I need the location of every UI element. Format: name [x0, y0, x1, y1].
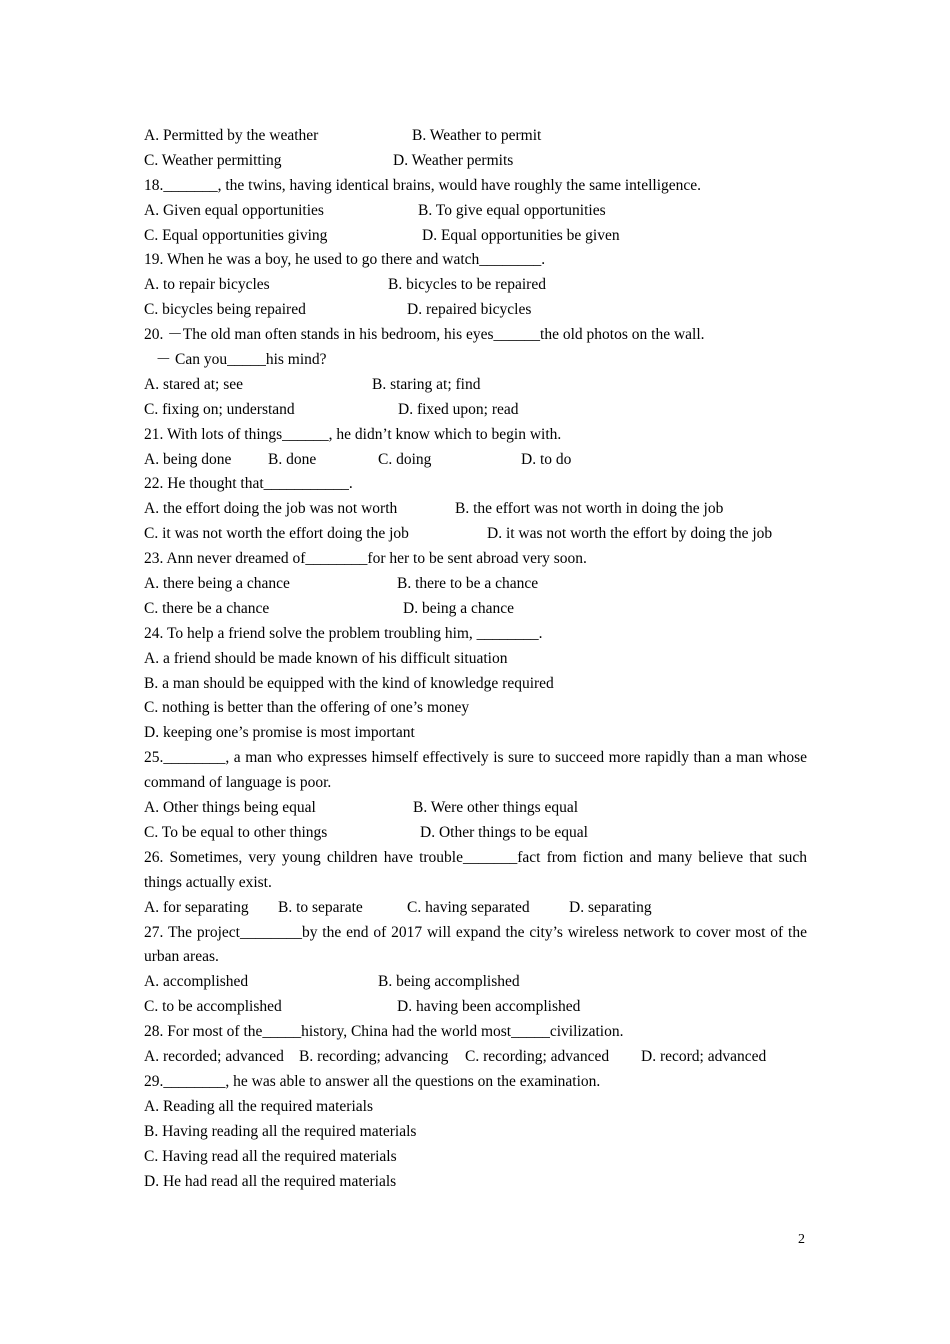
option-row: [144, 273, 807, 298]
text-line: － Can you_____his mind?: [144, 351, 327, 369]
answer-option: C. there be a chance: [144, 599, 270, 617]
text-line: B. a man should be equipped with the kind of knowledge required: [144, 674, 554, 692]
text-line: B. Having reading all the required materials: [144, 1122, 417, 1140]
answer-option: A. to repair bicycles: [144, 276, 270, 294]
option-row: [144, 821, 807, 846]
option-row: [144, 896, 807, 921]
answer-option: B. there to be a chance: [397, 575, 539, 593]
answer-option: A. Given equal opportunities: [144, 201, 324, 219]
option-row: [144, 373, 807, 398]
option-row: [144, 124, 807, 149]
answer-option: B. staring at; find: [372, 375, 481, 393]
answer-option: D. being a chance: [403, 599, 515, 617]
answer-option: D. to do: [521, 450, 572, 468]
answer-option: A. accomplished: [144, 973, 249, 991]
option-row: [144, 149, 807, 174]
answer-option: C. Equal opportunities giving: [144, 226, 328, 244]
text-line: 24. To help a friend solve the problem troubling him, ________.: [144, 624, 543, 642]
answer-option: A. the effort doing the job was not worth: [144, 500, 398, 518]
answer-option: D. it was not worth the effort by doing the job: [487, 525, 773, 543]
answer-option: C. recording; advanced: [465, 1048, 610, 1066]
option-row: [144, 224, 807, 249]
text-line: 29.________, he was able to answer all the questions on the examination.: [144, 1072, 601, 1090]
page-number: 2: [798, 1232, 805, 1247]
option-row: [144, 298, 807, 323]
answer-option: C. bicycles being repaired: [144, 301, 306, 319]
option-row: [144, 1045, 807, 1070]
option-row: [144, 448, 807, 473]
answer-option: A. recorded; advanced: [144, 1048, 284, 1066]
answer-option: C. to be accomplished: [144, 998, 282, 1016]
text-line: C. nothing is better than the offering of one’s money: [144, 699, 470, 717]
answer-option: D. repaired bicycles: [407, 301, 532, 319]
answer-option: B. to separate: [278, 898, 363, 916]
answer-option: B. Were other things equal: [413, 799, 579, 817]
text-line: C. Having read all the required materials: [144, 1147, 397, 1165]
answer-option: C. fixing on; understand: [144, 400, 295, 418]
text-line: 21. With lots of things______, he didn’t know which to begin with.: [144, 425, 562, 443]
text-line: 28. For most of the_____history, China had the world most_____civilization.: [144, 1023, 624, 1041]
text-line: D. keeping one’s promise is most important: [144, 724, 415, 742]
answer-option: C. doing: [378, 450, 432, 468]
answer-option: B. being accomplished: [378, 973, 520, 991]
text-line: 18._______, the twins, having identical brains, would have roughly the same intelligence.: [144, 176, 702, 194]
answer-option: D. fixed upon; read: [398, 400, 519, 418]
answer-option: B. done: [268, 450, 317, 468]
text-line: D. He had read all the required materials: [144, 1172, 397, 1190]
answer-option: A. being done: [144, 450, 232, 468]
answer-option: D. record; advanced: [641, 1048, 767, 1066]
worksheet-body: [144, 124, 807, 1194]
answer-option: B. bicycles to be repaired: [388, 276, 546, 294]
text-line: 19. When he was a boy, he used to go there and watch________.: [144, 251, 546, 269]
text-line: 25.________, a man who expresses himself effectively is sure to succeed more rapidly than a man whose command of language is poor.: [144, 749, 807, 792]
answer-option: C. To be equal to other things: [144, 823, 328, 841]
text-line: 23. Ann never dreamed of________for her to be sent abroad very soon.: [144, 550, 587, 568]
option-row: [144, 572, 807, 597]
answer-option: A. Other things being equal: [144, 799, 316, 817]
text-line: A. Reading all the required materials: [144, 1097, 373, 1115]
answer-option: D. having been accomplished: [397, 998, 581, 1016]
text-line: 27. The project________by the end of 2017 will expand the city’s wireless network to cover most of the urban areas.: [144, 923, 807, 966]
answer-option: B. recording; advancing: [299, 1048, 449, 1066]
answer-option: D. separating: [569, 898, 652, 916]
option-row: [144, 199, 807, 224]
answer-option: A. there being a chance: [144, 575, 290, 593]
option-row: [144, 398, 807, 423]
answer-option: C. it was not worth the effort doing the job: [144, 525, 409, 543]
answer-option: A. stared at; see: [144, 375, 243, 393]
text-line: 26. Sometimes, very young children have trouble_______fact from fiction and many believe that such things actually exist.: [144, 848, 807, 891]
text-line: A. a friend should be made known of his difficult situation: [144, 649, 508, 667]
option-row: [144, 796, 807, 821]
answer-option: C. Weather permitting: [144, 151, 282, 169]
option-row: [144, 597, 807, 622]
option-row: [144, 995, 807, 1020]
answer-option: D. Equal opportunities be given: [422, 226, 620, 244]
option-row: [144, 970, 807, 995]
answer-option: D. Other things to be equal: [420, 823, 588, 841]
answer-option: A. for separating: [144, 898, 249, 916]
answer-option: B. Weather to permit: [412, 127, 542, 144]
answer-option: D. Weather permits: [393, 151, 514, 169]
option-row: [144, 497, 807, 522]
answer-option: B. the effort was not worth in doing the job: [455, 500, 724, 518]
text-line: 20. －The old man often stands in his bedroom, his eyes______the old photos on the wall.: [144, 326, 705, 344]
answer-option: C. having separated: [407, 898, 530, 916]
answer-option: A. Permitted by the weather: [144, 127, 319, 144]
option-row: [144, 522, 807, 547]
answer-option: B. To give equal opportunities: [418, 201, 606, 219]
text-line: 22. He thought that___________.: [144, 475, 353, 493]
